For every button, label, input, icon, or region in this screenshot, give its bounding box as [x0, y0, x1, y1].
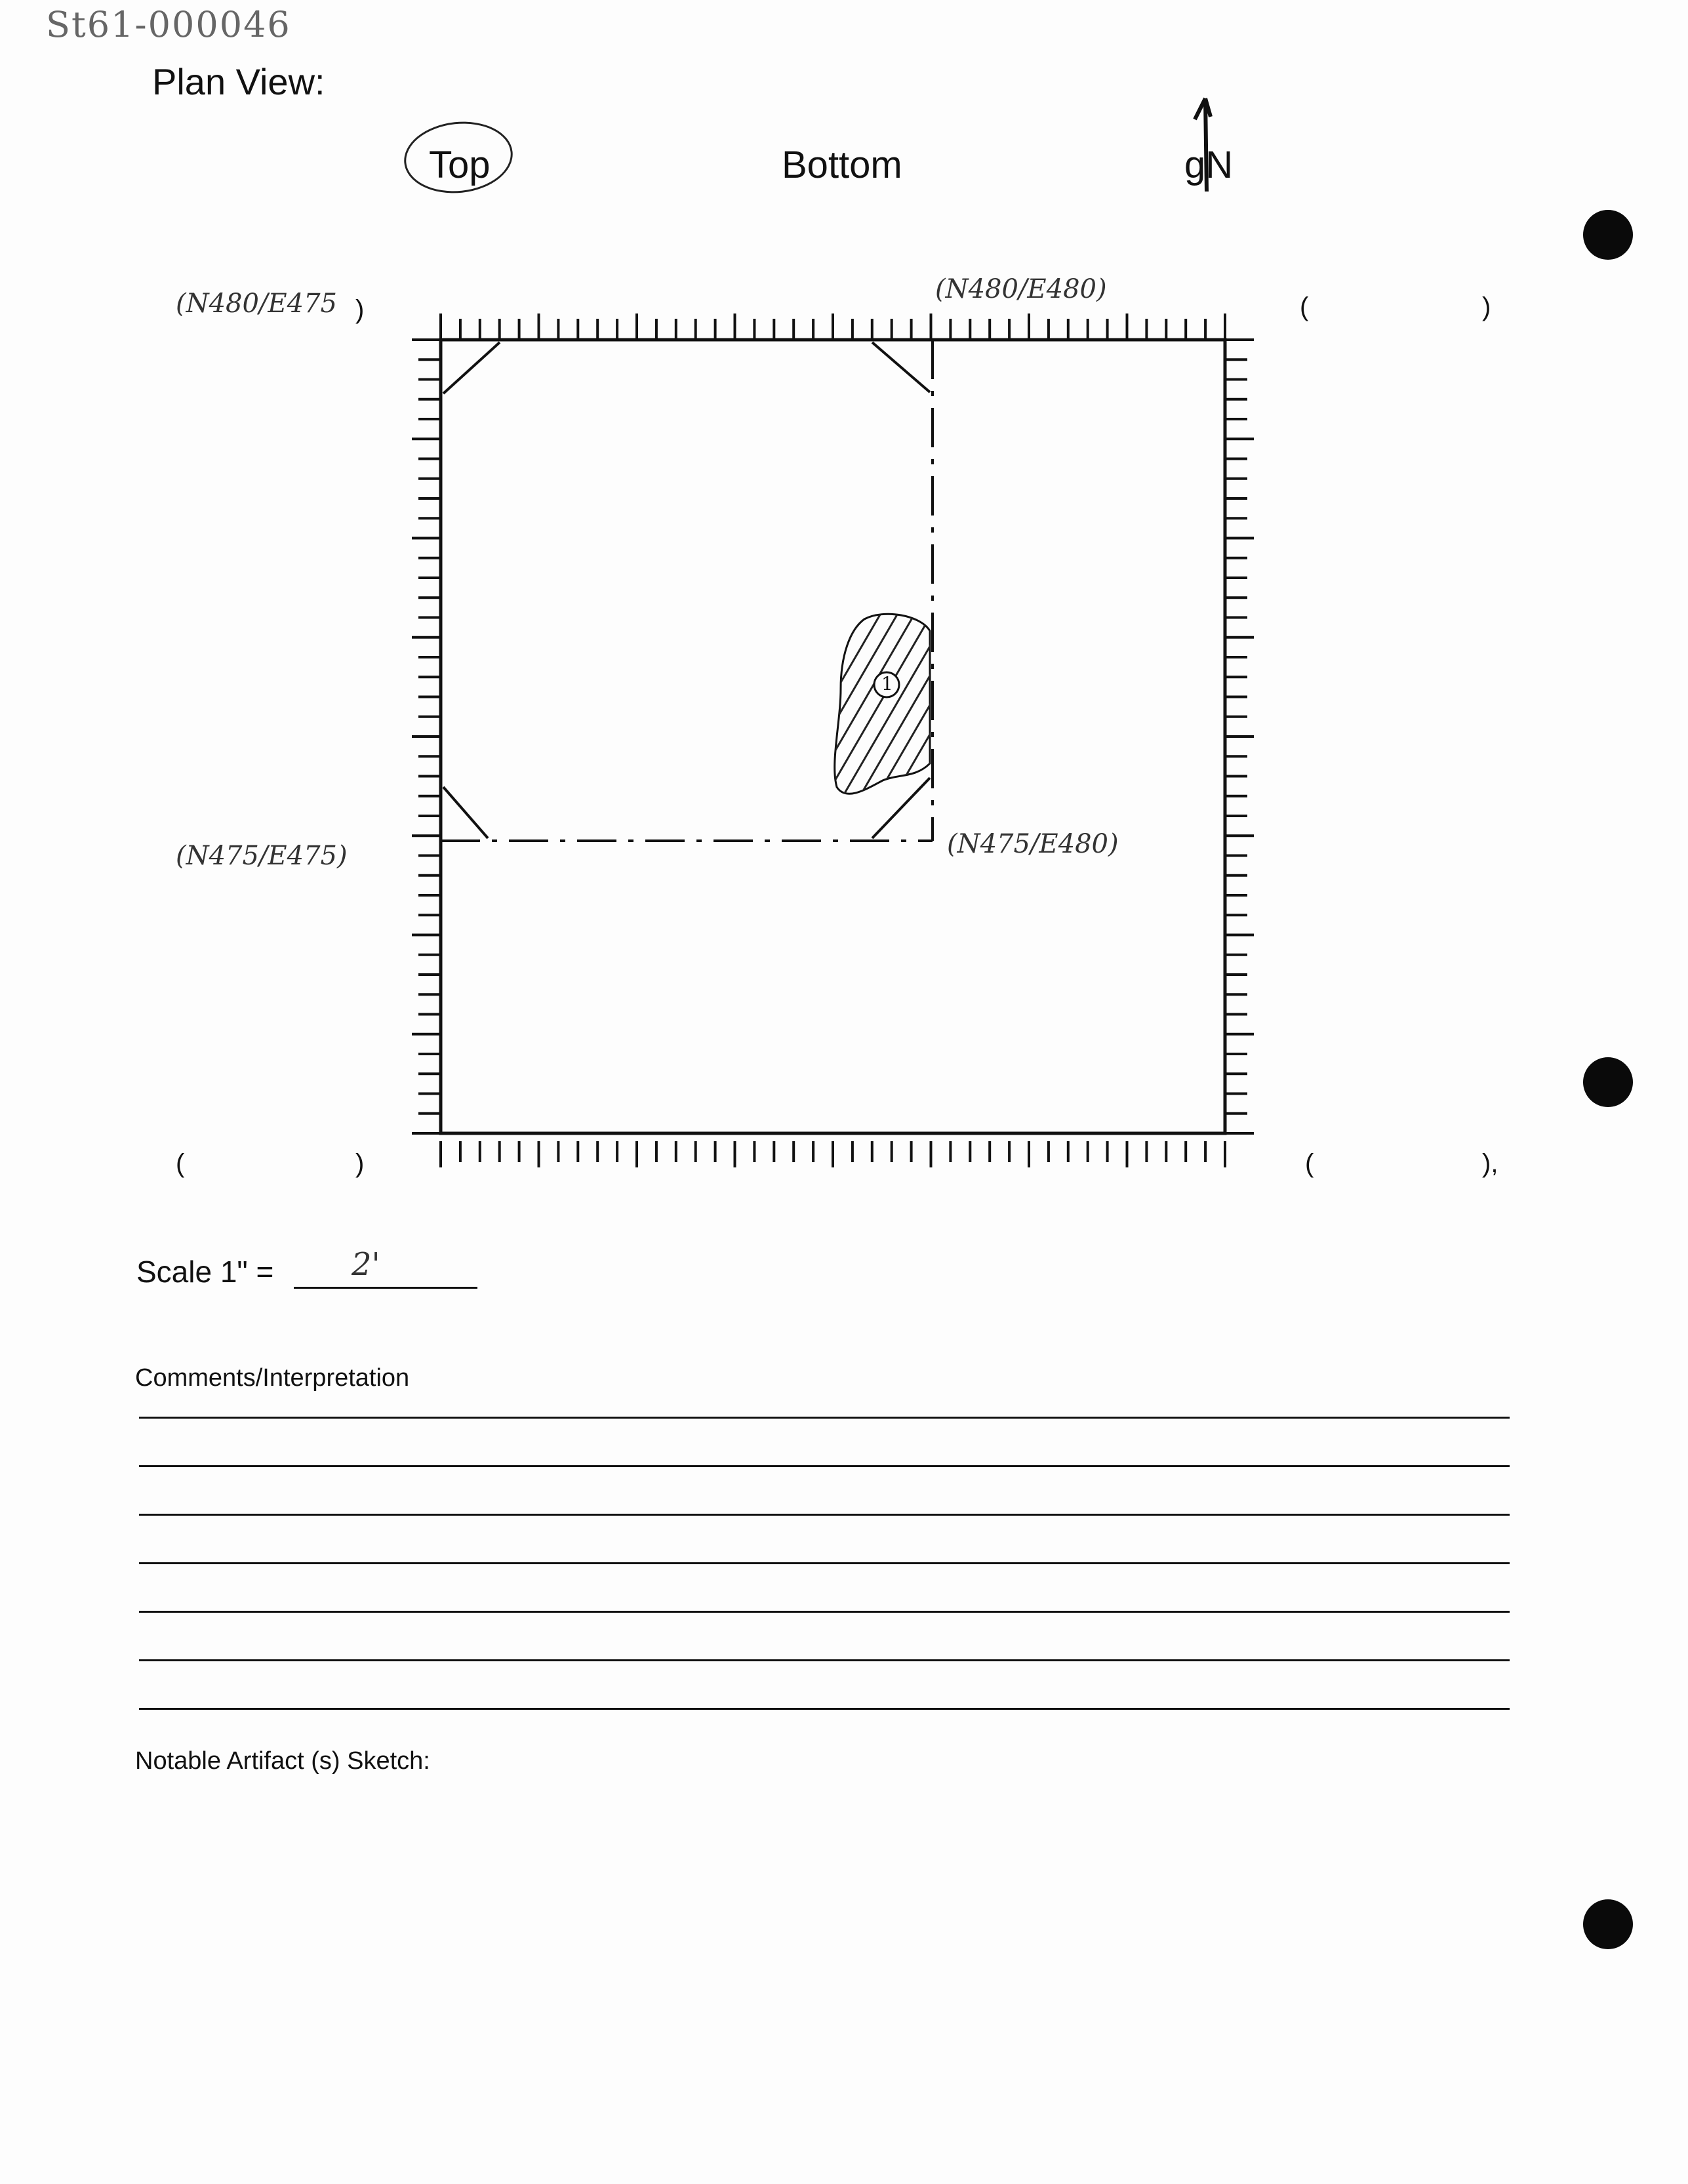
hatch-line: [973, 603, 1091, 807]
hatch-line: [683, 603, 801, 807]
hatch-line: [905, 603, 1023, 807]
north-label: gN: [1184, 144, 1234, 186]
hatch-line: [769, 603, 887, 807]
hatch-line: [922, 603, 1040, 807]
hatch-line: [1024, 603, 1142, 807]
empty-paren-close-bottom-left: ): [355, 1149, 365, 1178]
hatch-line: [717, 603, 835, 807]
binder-hole-middle: [1583, 1057, 1633, 1107]
unit-corner-marks: [443, 342, 930, 838]
scale-label: Scale 1" =: [136, 1255, 274, 1289]
bottom-option-label: Bottom: [782, 144, 902, 186]
hatch-line: [956, 603, 1074, 807]
corner-label-bottom-left: (N475/E475): [176, 841, 348, 871]
empty-paren-open-top-right: (: [1300, 293, 1309, 321]
hatch-line: [786, 603, 904, 807]
feature-number: 1: [881, 673, 893, 695]
comment-line[interactable]: [139, 1708, 1510, 1710]
comment-line[interactable]: [139, 1465, 1510, 1467]
hatch-line: [1007, 603, 1125, 807]
corner-label-top-left: (N480/E475: [176, 289, 337, 319]
hatch-line: [700, 603, 818, 807]
comments-label: Comments/Interpretation: [135, 1364, 410, 1392]
comment-line[interactable]: [139, 1514, 1510, 1516]
comment-line[interactable]: [139, 1417, 1510, 1419]
feature-hatching: [683, 603, 1194, 807]
hatch-line: [1041, 603, 1159, 807]
corner-label-bottom-middle: (N475/E480): [947, 829, 1119, 859]
hatch-line: [1075, 603, 1194, 807]
top-option-label: Top: [429, 144, 491, 186]
artifact-sketch-label: Notable Artifact (s) Sketch:: [135, 1747, 430, 1775]
scale-underline: [294, 1287, 477, 1289]
comment-line[interactable]: [139, 1562, 1510, 1564]
unit-outline: [441, 340, 933, 841]
hatch-line: [888, 603, 1006, 807]
empty-paren-open-bottom-right: (: [1305, 1149, 1314, 1178]
plan-view-title: Plan View:: [152, 61, 325, 102]
document-id: St61-000046: [46, 4, 291, 45]
scale-value[interactable]: 2': [352, 1246, 380, 1283]
hatch-line: [1058, 603, 1176, 807]
corner-label-top-left-close: ): [355, 295, 365, 324]
binder-hole-bottom: [1583, 1899, 1633, 1949]
hatch-line: [990, 603, 1108, 807]
corner-label-top-middle: (N480/E480): [935, 274, 1107, 304]
hatch-line: [939, 603, 1057, 807]
binder-hole-top: [1583, 210, 1633, 260]
empty-paren-close-top-right: ): [1482, 293, 1491, 321]
empty-paren-close-bottom-right: ),: [1482, 1149, 1498, 1178]
hatch-line: [820, 603, 938, 807]
empty-paren-open-bottom-left: (: [176, 1149, 185, 1178]
comment-line[interactable]: [139, 1611, 1510, 1613]
hatch-line: [854, 603, 972, 807]
grid-frame: [441, 340, 1225, 1133]
comment-line[interactable]: [139, 1659, 1510, 1661]
